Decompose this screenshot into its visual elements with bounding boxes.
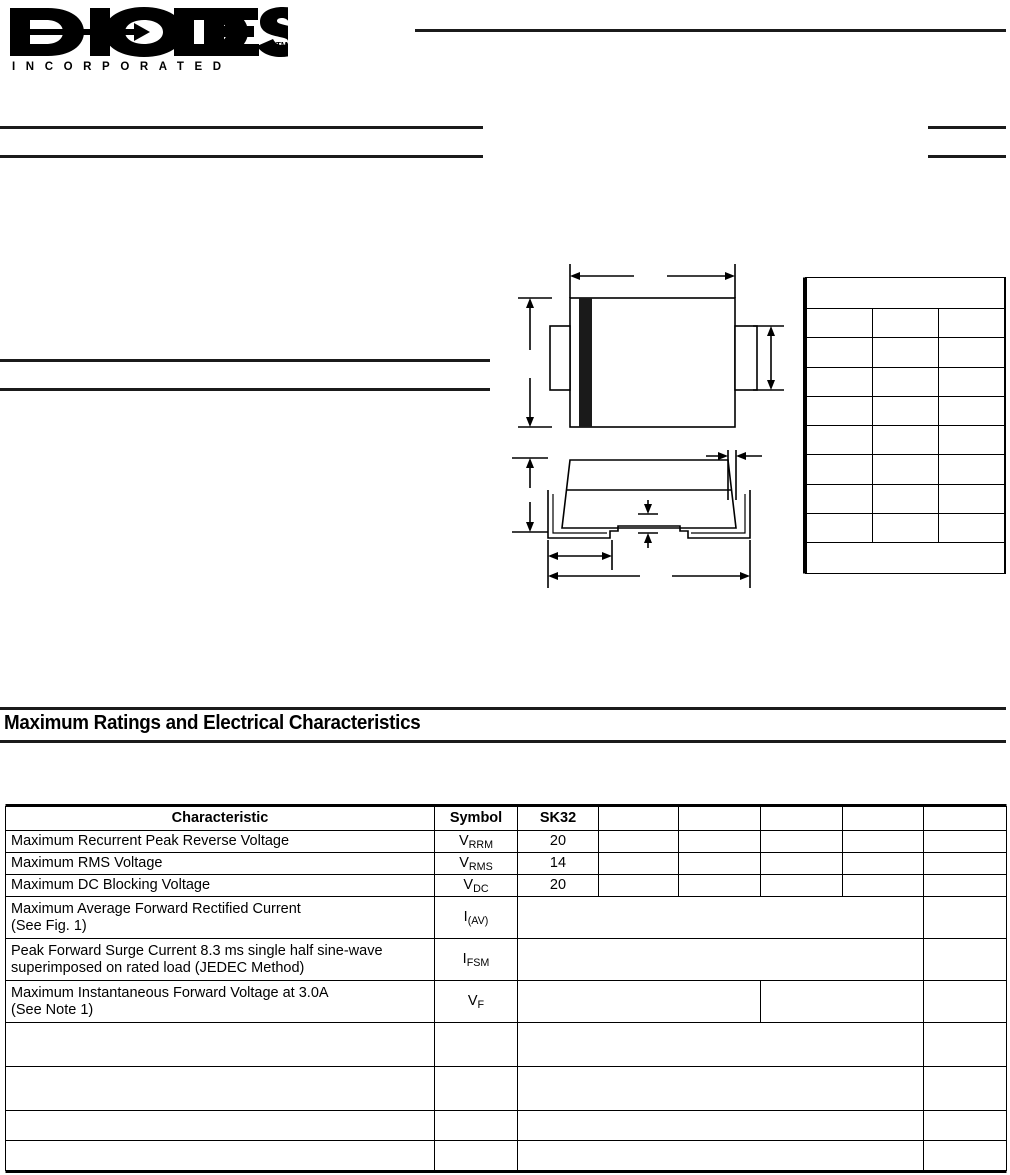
row-col8 <box>924 831 1007 853</box>
diodes-wordmark-icon <box>8 6 288 58</box>
table-row <box>6 875 1007 897</box>
section-rule-top <box>0 707 1006 710</box>
package-dimension-table <box>805 277 1006 574</box>
logo-subtitle: INCORPORATED <box>12 61 232 73</box>
table-row <box>6 831 1007 853</box>
col-header-symbol: Symbol <box>435 807 518 831</box>
table-row <box>6 981 1007 1023</box>
table-row <box>6 1067 1007 1111</box>
row-characteristic: Maximum RMS Voltage <box>6 853 435 875</box>
dimension-table-row <box>807 396 1005 425</box>
dim-cell <box>939 513 1005 542</box>
row-col6 <box>761 875 843 897</box>
row-col5 <box>679 875 761 897</box>
package-outline-drawing <box>500 250 790 600</box>
row-value: 20 <box>518 831 599 853</box>
symbol-base: V <box>467 993 478 1010</box>
row-characteristic <box>6 1023 435 1067</box>
row-symbol <box>435 853 518 875</box>
dimension-table-row <box>807 426 1005 455</box>
dim-cell <box>873 426 939 455</box>
dimension-table-row <box>807 513 1005 542</box>
table-row <box>6 1141 1007 1171</box>
symbol-subscript: F <box>477 999 485 1012</box>
row-col5 <box>679 853 761 875</box>
dim-cell <box>807 513 873 542</box>
row-characteristic: Maximum Recurrent Peak Reverse Voltage <box>6 831 435 853</box>
row-col8 <box>924 1141 1007 1171</box>
symbol-base: I <box>462 951 467 968</box>
row-col7 <box>843 853 924 875</box>
section-heading: Maximum Ratings and Electrical Characteristics <box>4 712 421 734</box>
symbol-base: V <box>459 855 469 872</box>
table-row <box>6 1023 1007 1067</box>
row-symbol <box>435 831 518 853</box>
row-value: 14 <box>518 853 599 875</box>
row-col6 <box>761 853 843 875</box>
col-header-4 <box>599 807 679 831</box>
dimension-table-footnote-cell <box>807 543 1005 574</box>
col-header-part: SK32 <box>518 807 599 831</box>
row-col4 <box>599 831 679 853</box>
row-value-merged-2 <box>761 981 924 1023</box>
dimension-table-row <box>807 484 1005 513</box>
row-symbol <box>435 875 518 897</box>
row-col8 <box>924 1111 1007 1141</box>
symbol-base: V <box>458 833 469 850</box>
row-characteristic-line1: Peak Forward Surge Current 8.3 ms single half sine-wave <box>11 942 383 959</box>
row-value-merged <box>518 1067 924 1111</box>
row-value-merged <box>518 1111 924 1141</box>
row-symbol <box>435 1111 518 1141</box>
dimension-table-row <box>807 367 1005 396</box>
symbol-subscript: FSM <box>466 957 490 970</box>
row-col6 <box>761 831 843 853</box>
col-header-7 <box>843 807 924 831</box>
row-symbol <box>435 939 518 981</box>
section-rule-bottom <box>0 740 1006 743</box>
table-row <box>6 1111 1007 1141</box>
dim-cell <box>873 309 939 338</box>
company-logo <box>8 6 288 76</box>
row-characteristic-line2: (See Note 1) <box>11 1001 94 1018</box>
dim-cell <box>807 426 873 455</box>
row-characteristic <box>6 1141 435 1171</box>
row-col8 <box>924 939 1007 981</box>
dimension-table-row <box>807 309 1005 338</box>
dim-cell <box>873 367 939 396</box>
title-rule-right-top <box>928 126 1006 129</box>
row-characteristic-line1: Maximum Instantaneous Forward Voltage at 3.0A <box>11 984 329 1001</box>
row-characteristic <box>6 897 435 939</box>
symbol-base: I <box>463 909 468 926</box>
row-col8 <box>924 897 1007 939</box>
title-rule-left-bottom <box>0 155 483 158</box>
symbol-base: V <box>463 877 474 894</box>
symbol-subscript: (AV) <box>467 915 489 928</box>
symbol-subscript: DC <box>473 883 489 896</box>
dimension-table-header-row <box>807 278 1005 309</box>
row-characteristic <box>6 1067 435 1111</box>
dim-cell <box>939 426 1005 455</box>
row-characteristic-line2: superimposed on rated load (JEDEC Method) <box>11 959 305 976</box>
row-value-merged <box>518 1141 924 1171</box>
ratings-table <box>5 806 1007 1171</box>
row-col7 <box>843 831 924 853</box>
dim-cell <box>807 396 873 425</box>
row-col8 <box>924 1023 1007 1067</box>
row-characteristic <box>6 1111 435 1141</box>
dim-cell <box>873 455 939 484</box>
row-col8 <box>924 1067 1007 1111</box>
row-value-merged <box>518 939 924 981</box>
dim-cell <box>873 484 939 513</box>
dim-cell <box>939 309 1005 338</box>
row-value: 20 <box>518 875 599 897</box>
row-symbol <box>435 1023 518 1067</box>
dimension-table-footnote-row <box>807 543 1005 574</box>
row-characteristic: Maximum DC Blocking Voltage <box>6 875 435 897</box>
dimension-table-row <box>807 338 1005 367</box>
table-row <box>6 897 1007 939</box>
dimension-table-row <box>807 455 1005 484</box>
col-header-6 <box>761 807 843 831</box>
dim-cell <box>873 338 939 367</box>
features-rule-top <box>0 359 490 362</box>
row-col4 <box>599 875 679 897</box>
col-header-characteristic: Characteristic <box>6 807 435 831</box>
row-symbol <box>435 981 518 1023</box>
logo-trademark-mark: TM <box>276 41 288 50</box>
dimension-table-title-cell <box>807 278 1005 309</box>
dim-cell <box>939 396 1005 425</box>
dim-cell <box>939 338 1005 367</box>
row-col5 <box>679 831 761 853</box>
dim-cell <box>939 455 1005 484</box>
dim-cell <box>807 338 873 367</box>
row-value-merged <box>518 1023 924 1067</box>
row-col8 <box>924 853 1007 875</box>
row-characteristic <box>6 981 435 1023</box>
row-col7 <box>843 875 924 897</box>
dim-cell <box>807 367 873 396</box>
row-value-merged <box>518 897 924 939</box>
row-characteristic-line2: (See Fig. 1) <box>11 917 87 934</box>
table-row <box>6 853 1007 875</box>
table-header-row <box>6 807 1007 831</box>
col-header-8 <box>924 807 1007 831</box>
dim-cell <box>807 484 873 513</box>
row-col8 <box>924 875 1007 897</box>
dim-cell <box>807 309 873 338</box>
header-rule-right <box>415 29 1006 32</box>
row-col4 <box>599 853 679 875</box>
row-symbol <box>435 1067 518 1111</box>
row-col8 <box>924 981 1007 1023</box>
dim-cell <box>873 396 939 425</box>
title-rule-left-top <box>0 126 483 129</box>
dim-cell <box>939 484 1005 513</box>
row-value-merged <box>518 981 761 1023</box>
symbol-subscript: RMS <box>468 861 493 874</box>
title-rule-right-bottom <box>928 155 1006 158</box>
features-rule-bottom <box>0 388 490 391</box>
dim-cell <box>873 513 939 542</box>
row-characteristic <box>6 939 435 981</box>
table-row <box>6 939 1007 981</box>
dim-cell <box>939 367 1005 396</box>
symbol-subscript: RRM <box>468 839 494 852</box>
col-header-5 <box>679 807 761 831</box>
row-symbol <box>435 897 518 939</box>
row-characteristic-line1: Maximum Average Forward Rectified Current <box>11 900 301 917</box>
row-symbol <box>435 1141 518 1171</box>
dim-cell <box>807 455 873 484</box>
